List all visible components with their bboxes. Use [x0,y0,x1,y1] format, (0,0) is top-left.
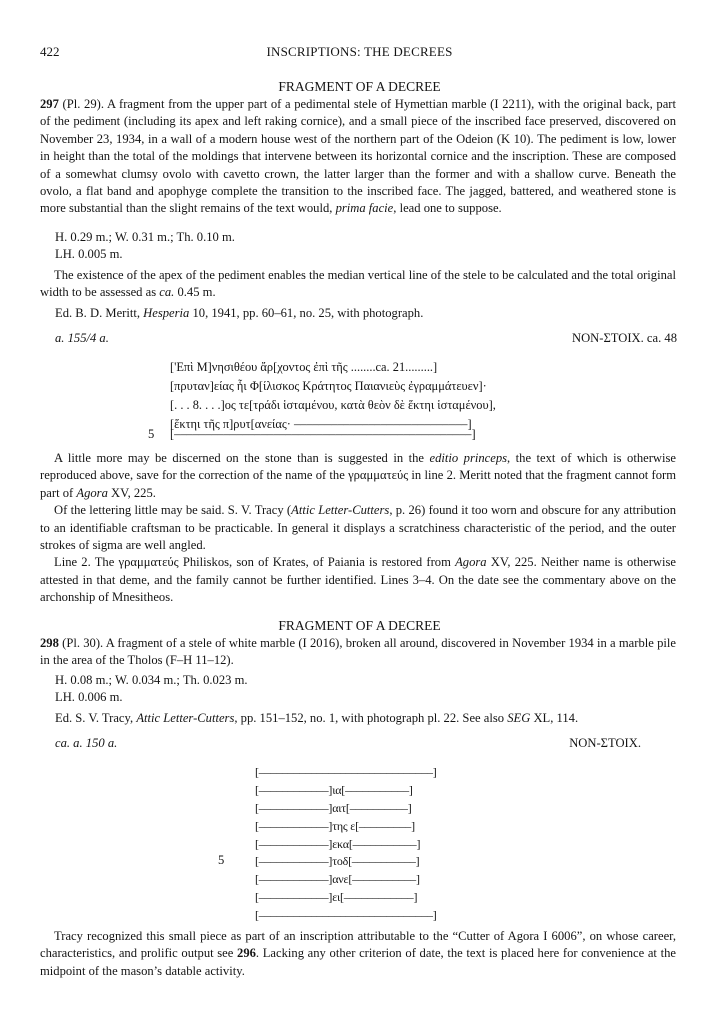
fragment-line-2: [––––––––––––]ια[–––––––––––] [255,783,413,797]
inscription-line-1: ['Επὶ Μ]νησιθέου ἄρ[χοντος ἐπὶ τῆς ........ca. 21.........] [170,360,438,374]
cross-ref-296: 296 [237,946,256,961]
editio-princeps: editio princeps [429,451,508,465]
inscription-line-3: [. . . 8. . . .]ος τε[τράδι ἱσταμένου, κατὰ θεὸν δὲ ἕκτηι ἱσταμένου], [170,398,496,412]
inscription-line-5: [––––––––––––––––––––––––––––––––––––––––––––––––] [170,427,476,441]
comm-text: XV, 225. [107,485,156,500]
fragment-line-5: [––––––––––––]εκα[–––––––––––] [255,837,421,851]
apex-text: The existence of the apex of the pediment enables the median vertical line of the stele to be calculated and the total original width to be assessed as [40,268,676,300]
date-text: a. 155/4 a. [55,331,109,345]
agora-ref: Agora [76,485,108,500]
entry-297-description [40,96,676,218]
line-number-5: 5 [148,427,155,441]
fragment-line-9: [––––––––––––––––––––––––––––––] [255,908,437,922]
edition-journal: Hesperia [143,306,190,320]
comm-text: XV, 225. Neither name is otherwise attested in that deme, and the family cannot be further identified. Lines 3–4. On the date see the commentary above on the archonship of Mnesitheos. [40,555,676,605]
entry-298-description [40,635,676,670]
date-297 [55,330,109,347]
comm-text: Of the lettering little may be said. S. V. Tracy ( [54,503,292,518]
stoichedon-298: NON-ΣΤΟΙΧ. [569,736,641,750]
page-number: 422 [40,44,60,59]
apex-paragraph [40,267,676,302]
entry-number-297: 297 [40,97,59,111]
fragment-line-7: [––––––––––––]ανε[–––––––––––] [255,872,420,886]
date-text: ca. a. 150 a. [55,736,118,750]
fragment-line-1: [––––––––––––––––––––––––––––––] [255,765,437,779]
seg-ref: SEG [507,711,531,725]
commentary-298 [40,928,676,980]
description-text: (Pl. 29). A fragment from the upper part of a pedimental stele of Hymettian marble (I 2211), with the original back, part of the pediment (including its apex and left raking cornice), and a small piece of the inscribed face preserved, discovered on November 23, 1934, in a wall of a modern house west of the northern part of the Odeion (K 10). The pediment is low, lower in height than the total of the moldings that intervene between its horizontal cornice and the inscription. These are composed of a somewhat clumsy ovolo with cavetto crown, the latter larger than the former and with a shallow curve. Beneath the ovolo, a flat band and apophyge complete the transition to the inscribed face. The jagged, battered, and weathered stone is more substantial than the slight remains of the text would, [40,97,676,216]
apex-value: 0.45 m. [174,285,216,300]
comm-text: Tracy recognized this small piece as part of an inscription attributable to the “Cutter of Agora I 6006”, on whose career, characteristics, and prolific output see [40,929,676,961]
edition-author: Ed. S. V. Tracy, [55,711,137,725]
description-end: , lead one to suppose. [393,201,502,216]
book-title: Attic Letter-Cutters [291,503,390,518]
stoichedon-297: NON-ΣΤΟΙΧ. ca. 48 [571,331,677,345]
fragment-line-8: [––––––––––––]ει[––––––––––––] [255,890,418,904]
fragment-line-6: [––––––––––––]τοδ[–––––––––––] [255,854,420,868]
inscription-line-4: [ἕκτηι τῆς π]ρυτ[ανείας· ––––––––––––––––––––––––––––] [170,417,472,431]
fragment-line-3: [––––––––––––]αιτ[––––––––––] [255,801,412,815]
dimensions-298: H. 0.08 m.; W. 0.034 m.; Th. 0.023 m. [55,673,248,687]
running-title: INSCRIPTIONS: THE DECREES [266,44,453,59]
edition-ref: 10, 1941, pp. 60–61, no. 25, with photograph. [189,306,424,320]
agora-ref: Agora [455,555,487,570]
edition-book: Attic Letter-Cutters [136,711,235,725]
dimensions-297: H. 0.29 m.; W. 0.31 m.; Th. 0.10 m. [55,230,235,244]
date-298 [55,735,117,752]
inscription-line-2: [πρυταν]είας ἧι Φ[ίλισκος Κράτητος Παιανιεὺς ἐγραμμάτευεν]· [170,379,487,393]
entry-number-298: 298 [40,636,59,650]
section-title-298: FRAGMENT OF A DECREE [278,618,441,633]
description-text: (Pl. 30). A fragment of a stele of white marble (I 2016), broken all around, discovered in November 1934 in a marble pile in the area of the Tholos (F–H 11–12). [40,636,676,668]
prima-facie: prima facie [335,201,394,216]
commentary-297 [40,450,676,607]
comm-text: Line 2. The γραμματεύς Philiskos, son of Krates, of Paiania is restored from [54,555,456,570]
letter-height-297: LH. 0.005 m. [55,247,123,261]
comm-text: A little more may be discerned on the stone than is suggested in the [54,451,430,465]
edition-298 [55,710,578,727]
ca-abbrev: ca. [159,285,175,300]
edition-297 [55,305,423,322]
letter-height-298: LH. 0.006 m. [55,690,123,704]
comm-text: , p. 26) found it too worn and obscure for any attribution to an identifiable craftsman to be practicable. In general it displays a scratchiness characteristic of the period, and the outer strokes of sigma are well angled. [40,503,676,553]
fragment-line-4: [––––––––––––]της ε[–––––––––] [255,819,415,833]
edition-ref-end: XL, 114. [530,711,579,725]
line-number-5: 5 [218,853,225,867]
comm-text: , the text of which is otherwise reproduced above, save for the correction of the name of the γραμματεύς in line 2. Meritt noted that the fragment cannot form part of [40,451,676,500]
edition-ref: , pp. 151–152, no. 1, with photograph pl. 22. See also [234,711,508,725]
edition-author: Ed. B. D. Meritt, [55,306,144,320]
comm-text: . Lacking any other criterion of date, the text is placed here for convenience at the midpoint of the mason’s datable activity. [40,946,676,978]
section-title-297: FRAGMENT OF A DECREE [278,79,441,94]
